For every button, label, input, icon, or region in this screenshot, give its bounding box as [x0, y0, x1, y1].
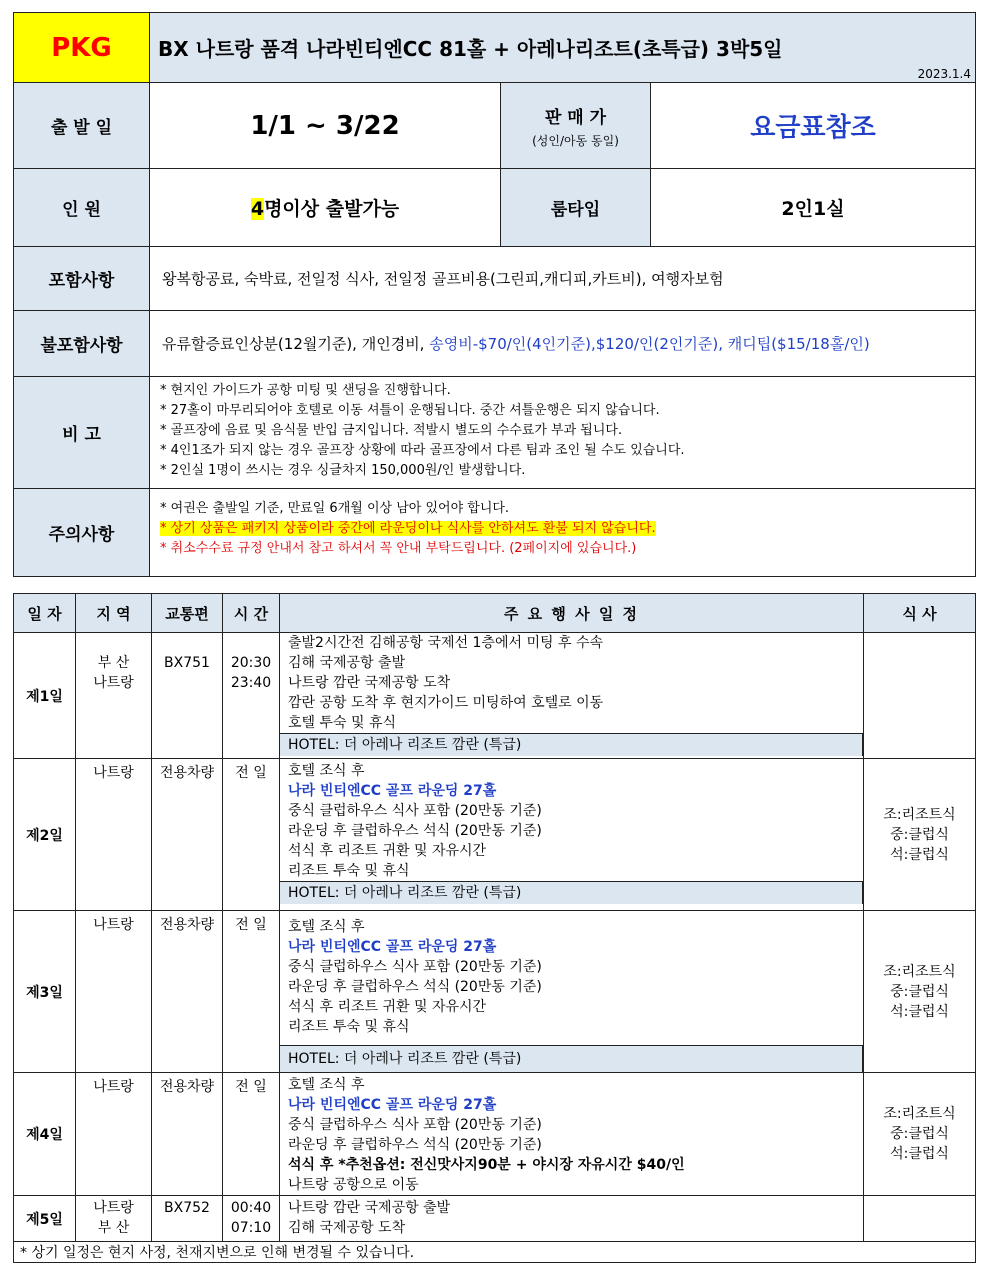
day-row	[14, 911, 976, 1073]
region: 부 산	[97, 1220, 130, 1236]
time: 23:40	[230, 675, 272, 691]
depart-label: 출 발 일	[14, 83, 150, 169]
activity-line: 호텔 투숙 및 휴식	[288, 715, 397, 731]
caution-refund: * 상기 상품은 패키지 상품이라 중간에 라운딩이나 식사를 안하셔도 환불 되지 않습니다.	[160, 521, 656, 536]
activity-line: 석식 후 리조트 귀환 및 자유시간	[288, 843, 487, 859]
activity-line: 리조트 투숙 및 휴식	[288, 863, 410, 879]
exclude-label: 불포함사항	[14, 311, 150, 377]
title-text: BX 나트랑 품격 나라빈티엔CC 81홀 + 아레나리조트(초특급) 3박5일	[158, 37, 783, 61]
meal-item: 석:클럽식	[890, 1146, 949, 1162]
info-table	[13, 12, 976, 577]
room-value: 2인1실	[651, 169, 976, 247]
activity-line: 호텔 조식 후	[288, 919, 365, 935]
remark-item: * 27홀이 마무리되어야 호텔로 이동 셔틀이 운행됩니다. 중간 셔틀운행은 되지 않습니다.	[160, 403, 660, 418]
golf-round-line: 나라 빈티엔CC 골프 라운딩 27홀	[288, 783, 497, 799]
region-cell	[76, 633, 152, 759]
price-label-cell	[501, 83, 651, 169]
region: 부 산	[97, 655, 130, 671]
price-label: 판 매 가	[544, 107, 607, 128]
time: 00:40	[230, 1200, 272, 1216]
col-transport: 교통편	[152, 594, 223, 633]
activity-line: 라운딩 후 클럽하우스 석식 (20만동 기준)	[288, 1137, 542, 1153]
region: 나트랑	[76, 759, 152, 911]
transport: 전용차량	[152, 1073, 223, 1196]
activity-line: 중식 클럽하우스 식사 포함 (20만동 기준)	[288, 959, 542, 975]
golf-round-line: 나라 빈티엔CC 골프 라운딩 27홀	[288, 1097, 497, 1113]
time-cell	[223, 1196, 280, 1242]
activity-line: 출발2시간전 김해공항 국제선 1층에서 미팅 후 수속	[288, 635, 603, 651]
depart-value: 1/1 ~ 3/22	[150, 83, 501, 169]
time: 전 일	[223, 1073, 280, 1196]
activity-line: 라운딩 후 클럽하우스 석식 (20만동 기준)	[288, 979, 542, 995]
region: 나트랑	[93, 675, 134, 691]
activity-line: 석식 후 리조트 귀환 및 자유시간	[288, 999, 487, 1015]
region: 나트랑	[93, 1200, 134, 1216]
meal-item: 석:클럽식	[890, 846, 949, 863]
day-row	[14, 633, 976, 759]
time: 전 일	[223, 759, 280, 911]
region: 나트랑	[76, 911, 152, 1073]
price-sub: (성인/아동 동일)	[532, 133, 619, 148]
activity-line: 나트랑 공항으로 이동	[288, 1177, 419, 1193]
activity-line: 리조트 투숙 및 휴식	[288, 1019, 410, 1035]
hotel-bar: HOTEL: 더 아레나 리조트 깜란 (특급)	[280, 733, 863, 756]
remark-item: * 4인1조가 되지 않는 경우 골프장 상황에 따라 골프장에서 다른 팀과 조인 될 수도 있습니다.	[160, 443, 685, 458]
meal-item: 석:클럽식	[890, 1003, 949, 1020]
col-activities: 주 요 행 사 일 정	[280, 594, 864, 633]
schedule-header-row	[14, 594, 976, 633]
caution-item: * 여권은 출발일 기준, 만료일 6개월 이상 남아 있어야 합니다.	[160, 501, 510, 516]
transport: 전용차량	[152, 911, 223, 1073]
day-label: 제3일	[14, 911, 76, 1073]
meal-item: 조:리조트식	[883, 1106, 956, 1122]
document-date: 2023.1.4	[917, 67, 971, 81]
time: 07:10	[230, 1220, 272, 1236]
include-value: 왕복항공료, 숙박료, 전일정 식사, 전일정 골프비용(그린피,캐디피,카트비), 여행자보험	[150, 247, 976, 311]
option-line: 석식 후 *추천옵션: 전신맛사지90분 + 야시장 자유시간 $40/인	[288, 1157, 685, 1173]
meals-cell	[864, 1073, 976, 1196]
pkg-badge: PKG	[14, 13, 150, 83]
footnote: * 상기 일정은 현지 사정, 천재지변으로 인해 변경될 수 있습니다.	[14, 1242, 976, 1263]
col-day: 일 자	[14, 594, 76, 633]
caution-item	[160, 519, 965, 539]
time: 전 일	[223, 911, 280, 1073]
remark-item: * 골프장에 음료 및 음식물 반입 금지입니다. 적발시 별도의 수수료가 부과 됩니다.	[160, 423, 623, 438]
col-meals: 식 사	[864, 594, 976, 633]
transport: BX752	[152, 1196, 223, 1242]
meal-item: 조:리조트식	[883, 963, 956, 980]
people-text: 명이상 출발가능	[264, 198, 400, 220]
activity-line: 김해 국제공항 출발	[288, 655, 406, 671]
time-cell	[223, 633, 280, 759]
region-cell	[76, 1196, 152, 1242]
include-label: 포함사항	[14, 247, 150, 311]
activity-line: 나트랑 깜란 국제공항 출발	[288, 1200, 451, 1216]
people-value	[150, 169, 501, 247]
meal-item: 조:리조트식	[883, 806, 956, 823]
activity-line: 라운딩 후 클럽하우스 석식 (20만동 기준)	[288, 823, 542, 839]
day-label: 제5일	[14, 1196, 76, 1242]
day-label: 제1일	[14, 633, 76, 759]
activities-cell	[280, 1073, 864, 1196]
people-count: 4	[250, 198, 265, 220]
activities-cell	[280, 1196, 864, 1242]
caution-item: * 취소수수료 규정 안내서 참고 하셔서 꼭 안내 부탁드립니다. (2페이지에 있습니다.)	[160, 541, 637, 556]
price-value: 요금표참조	[651, 83, 976, 169]
activity-line: 나트랑 깜란 국제공항 도착	[288, 675, 451, 691]
meals-cell	[864, 759, 976, 911]
meal-item: 중:클럽식	[890, 826, 949, 843]
remarks-list	[150, 377, 976, 489]
transport: 전용차량	[152, 759, 223, 911]
meals-cell	[864, 1196, 976, 1242]
exclude-text: 유류할증료인상분(12월기준), 개인경비,	[162, 335, 430, 353]
time: 20:30	[230, 655, 272, 671]
activities-cell	[280, 911, 864, 1073]
hotel-bar: HOTEL: 더 아레나 리조트 깜란 (특급)	[280, 881, 863, 904]
activities-cell	[280, 759, 864, 911]
page-title	[150, 13, 976, 83]
activities-cell	[280, 633, 864, 759]
day-row	[14, 1073, 976, 1196]
day-row	[14, 1196, 976, 1242]
activity-line: 중식 클럽하우스 식사 포함 (20만동 기준)	[288, 803, 542, 819]
meal-item: 중:클럽식	[890, 1126, 949, 1142]
caution-label: 주의사항	[14, 489, 150, 577]
activity-line: 중식 클럽하우스 식사 포함 (20만동 기준)	[288, 1117, 542, 1133]
remark-item: * 2인실 1명이 쓰시는 경우 싱글차지 150,000원/인 발생합니다.	[160, 463, 526, 478]
activity-line: 깜란 공항 도착 후 현지가이드 미팅하여 호텔로 이동	[288, 695, 604, 711]
golf-round-line: 나라 빈티엔CC 골프 라운딩 27홀	[288, 939, 497, 955]
caution-list	[150, 489, 976, 577]
meal-item: 중:클럽식	[890, 983, 949, 1000]
day-label: 제4일	[14, 1073, 76, 1196]
people-label: 인 원	[14, 169, 150, 247]
remarks-label: 비 고	[14, 377, 150, 489]
remark-item: * 현지인 가이드가 공항 미팅 및 샌딩을 진행합니다.	[160, 383, 451, 398]
footnote-row	[14, 1242, 976, 1263]
activity-line: 호텔 조식 후	[288, 763, 365, 779]
day-label: 제2일	[14, 759, 76, 911]
hotel-bar: HOTEL: 더 아레나 리조트 깜란 (특급)	[280, 1045, 863, 1072]
region: 나트랑	[76, 1073, 152, 1196]
exclude-fees: 송영비-$70/인(4인기준),$120/인(2인기준), 캐디팁($15/18홀/인)	[429, 335, 870, 353]
meals-cell	[864, 633, 976, 759]
col-region: 지 역	[76, 594, 152, 633]
day-row	[14, 759, 976, 911]
meals-cell	[864, 911, 976, 1073]
room-label: 룸타입	[501, 169, 651, 247]
activity-line: 호텔 조식 후	[288, 1077, 365, 1093]
transport: BX751	[152, 633, 223, 759]
col-time: 시 간	[223, 594, 280, 633]
exclude-value	[150, 311, 976, 377]
activity-line: 김해 국제공항 도착	[288, 1220, 406, 1236]
schedule-table	[13, 593, 976, 1263]
